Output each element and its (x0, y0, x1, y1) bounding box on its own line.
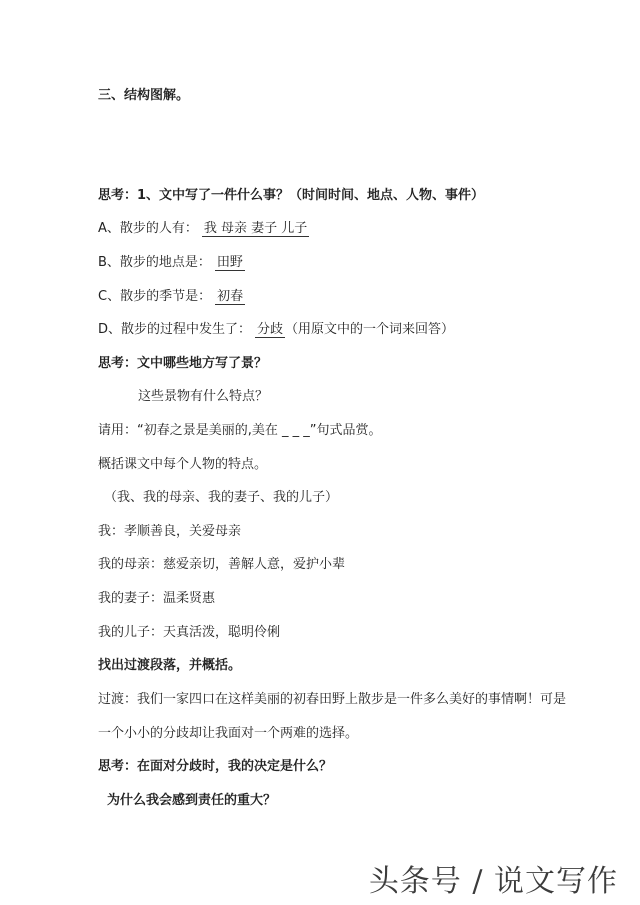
transition-heading: 找出过渡段落，并概括。 (98, 658, 242, 673)
item-b (98, 255, 245, 271)
section-heading: 三、结构图解。 (98, 88, 190, 103)
transition-line-1: 过渡：我们一家四口在这样美丽的初春田野上散步是一件多么美好的事情啊！可是 (98, 692, 567, 707)
question-3-sub: 为什么我会感到责任的重大？ (107, 793, 277, 808)
trait-me: 我：孝顺善良，关爱母亲 (98, 524, 242, 539)
item-d-label: D、散步的过程中发生了： (98, 322, 252, 337)
item-b-answer: 田野 (216, 255, 243, 270)
item-a-label: A、散步的人有： (98, 221, 198, 236)
character-summary-prompt: 概括课文中每个人物的特点。 (98, 457, 268, 472)
item-c (98, 289, 245, 305)
trait-mother: 我的母亲：慈爱亲切，善解人意，爱护小辈 (98, 557, 346, 572)
item-c-label: C、散步的季节是： (98, 289, 212, 304)
item-c-answer: 初春 (217, 289, 244, 304)
item-d (98, 322, 454, 338)
item-a-answer: 我 母亲 妻子 儿子 (203, 221, 308, 236)
item-b-label: B、散步的地点是： (98, 255, 211, 270)
question-3: 思考：在面对分歧时，我的决定是什么？ (98, 759, 333, 774)
transition-line-2: 一个小小的分歧却让我面对一个两难的选择。 (98, 726, 359, 741)
trait-son: 我的儿子：天真活泼，聪明伶俐 (98, 625, 281, 640)
question-2: 思考：文中哪些地方写了景？ (98, 356, 268, 371)
item-d-note: （用原文中的一个词来回答） (285, 322, 455, 337)
trait-wife: 我的妻子：温柔贤惠 (98, 591, 216, 606)
question-2-sub: 这些景物有什么特点？ (138, 389, 269, 404)
question-1: 思考：1、文中写了一件什么事？（时间时间、地点、人物、事件） (98, 188, 485, 203)
item-d-answer: 分歧 (257, 322, 284, 337)
item-a (98, 221, 309, 237)
character-list: （我、我的母亲、我的妻子、我的儿子） (104, 490, 339, 505)
watermark: 头条号 / 说文写作 (368, 864, 618, 899)
appreciation-prompt: 请用：“初春之景是美丽的,美在 _ _ _”句式品赏。 (98, 423, 382, 438)
